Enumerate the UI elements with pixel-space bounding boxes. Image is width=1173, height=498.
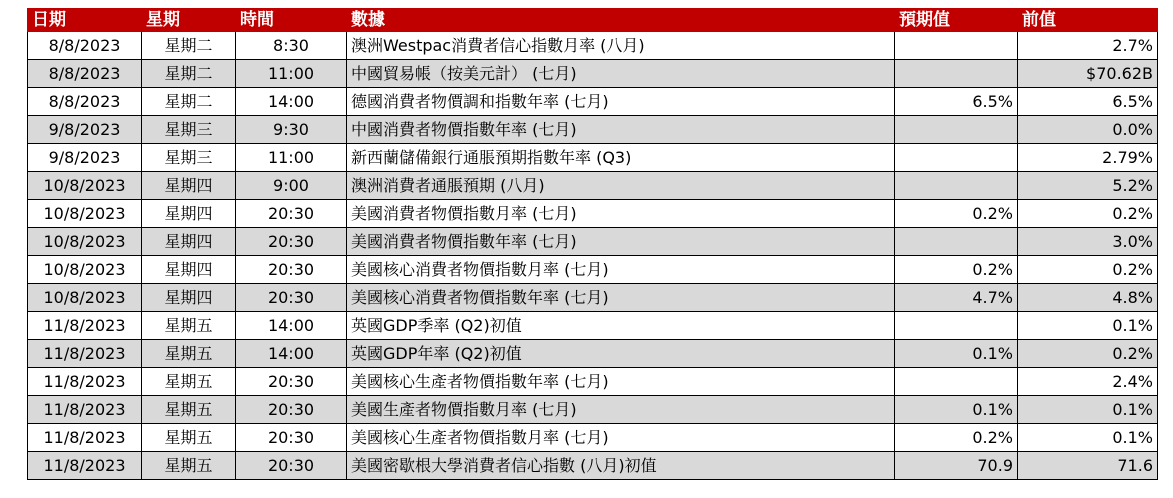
cell-time: 20:30 <box>236 452 347 480</box>
cell-date: 8/8/2023 <box>28 32 142 60</box>
table-row <box>28 452 1158 480</box>
cell-previous: 3.0% <box>1018 228 1158 256</box>
cell-forecast <box>895 312 1018 340</box>
header-previous: 前值 <box>1018 9 1158 32</box>
table-row <box>28 144 1158 172</box>
header-row <box>28 9 1158 32</box>
table-row <box>28 396 1158 424</box>
cell-time: 8:30 <box>236 32 347 60</box>
cell-weekday: 星期二 <box>142 32 236 60</box>
table-row <box>28 88 1158 116</box>
cell-time: 20:30 <box>236 396 347 424</box>
cell-date: 11/8/2023 <box>28 424 142 452</box>
cell-time: 20:30 <box>236 256 347 284</box>
cell-forecast <box>895 60 1018 88</box>
cell-previous: 0.1% <box>1018 396 1158 424</box>
table-row <box>28 284 1158 312</box>
cell-weekday: 星期五 <box>142 340 236 368</box>
table-row <box>28 424 1158 452</box>
cell-weekday: 星期四 <box>142 256 236 284</box>
table-row <box>28 32 1158 60</box>
cell-weekday: 星期二 <box>142 88 236 116</box>
cell-date: 11/8/2023 <box>28 368 142 396</box>
cell-time: 11:00 <box>236 144 347 172</box>
cell-date: 10/8/2023 <box>28 256 142 284</box>
cell-date: 11/8/2023 <box>28 396 142 424</box>
table-row <box>28 116 1158 144</box>
header-date: 日期 <box>28 9 142 32</box>
cell-previous: 6.5% <box>1018 88 1158 116</box>
cell-forecast <box>895 32 1018 60</box>
cell-previous: 4.8% <box>1018 284 1158 312</box>
cell-previous: 2.7% <box>1018 32 1158 60</box>
cell-event: 美國核心生產者物價指數年率 (七月) <box>347 368 895 396</box>
cell-weekday: 星期五 <box>142 452 236 480</box>
cell-time: 14:00 <box>236 88 347 116</box>
cell-weekday: 星期五 <box>142 424 236 452</box>
cell-previous: 0.1% <box>1018 312 1158 340</box>
table-row <box>28 368 1158 396</box>
economic-calendar <box>27 8 1158 480</box>
cell-forecast: 70.9 <box>895 452 1018 480</box>
cell-time: 20:30 <box>236 424 347 452</box>
cell-forecast <box>895 172 1018 200</box>
header-time: 時間 <box>236 9 347 32</box>
cell-time: 9:30 <box>236 116 347 144</box>
cell-weekday: 星期五 <box>142 312 236 340</box>
cell-forecast <box>895 144 1018 172</box>
cell-event: 德國消費者物價調和指數年率 (七月) <box>347 88 895 116</box>
cell-previous: 71.6 <box>1018 452 1158 480</box>
cell-previous: 0.2% <box>1018 340 1158 368</box>
cell-previous: 2.4% <box>1018 368 1158 396</box>
cell-date: 11/8/2023 <box>28 312 142 340</box>
table-row <box>28 228 1158 256</box>
cell-previous: 5.2% <box>1018 172 1158 200</box>
cell-weekday: 星期五 <box>142 396 236 424</box>
cell-date: 10/8/2023 <box>28 228 142 256</box>
cell-previous: 2.79% <box>1018 144 1158 172</box>
header-forecast: 預期值 <box>895 9 1018 32</box>
cell-event: 美國核心消費者物價指數年率 (七月) <box>347 284 895 312</box>
cell-event: 美國消費者物價指數年率 (七月) <box>347 228 895 256</box>
cell-date: 11/8/2023 <box>28 340 142 368</box>
cell-previous: 0.0% <box>1018 116 1158 144</box>
cell-forecast <box>895 228 1018 256</box>
cell-time: 20:30 <box>236 228 347 256</box>
cell-forecast <box>895 368 1018 396</box>
cell-date: 10/8/2023 <box>28 172 142 200</box>
table-row <box>28 172 1158 200</box>
cell-previous: 0.2% <box>1018 200 1158 228</box>
table-body <box>28 32 1158 480</box>
cell-weekday: 星期二 <box>142 60 236 88</box>
cell-time: 11:00 <box>236 60 347 88</box>
cell-date: 9/8/2023 <box>28 144 142 172</box>
cell-date: 8/8/2023 <box>28 60 142 88</box>
cell-event: 英國GDP季率 (Q2)初值 <box>347 312 895 340</box>
cell-event: 中國貿易帳（按美元計） (七月) <box>347 60 895 88</box>
cell-event: 美國密歇根大學消費者信心指數 (八月)初值 <box>347 452 895 480</box>
table-row <box>28 312 1158 340</box>
cell-time: 14:00 <box>236 340 347 368</box>
cell-event: 澳洲消費者通脹預期 (八月) <box>347 172 895 200</box>
cell-time: 20:30 <box>236 368 347 396</box>
cell-weekday: 星期四 <box>142 200 236 228</box>
table-row <box>28 60 1158 88</box>
table-row <box>28 200 1158 228</box>
cell-weekday: 星期三 <box>142 144 236 172</box>
table-row <box>28 256 1158 284</box>
cell-weekday: 星期五 <box>142 368 236 396</box>
cell-forecast <box>895 116 1018 144</box>
cell-time: 20:30 <box>236 200 347 228</box>
cell-event: 英國GDP年率 (Q2)初值 <box>347 340 895 368</box>
cell-time: 14:00 <box>236 312 347 340</box>
cell-forecast: 0.1% <box>895 396 1018 424</box>
cell-date: 10/8/2023 <box>28 200 142 228</box>
cell-event: 美國核心生產者物價指數月率 (七月) <box>347 424 895 452</box>
cell-weekday: 星期四 <box>142 284 236 312</box>
cell-forecast: 0.1% <box>895 340 1018 368</box>
header-weekday: 星期 <box>142 9 236 32</box>
cell-forecast: 0.2% <box>895 200 1018 228</box>
cell-previous: 0.2% <box>1018 256 1158 284</box>
cell-forecast: 0.2% <box>895 256 1018 284</box>
cell-date: 10/8/2023 <box>28 284 142 312</box>
cell-forecast: 0.2% <box>895 424 1018 452</box>
cell-time: 20:30 <box>236 284 347 312</box>
cell-event: 美國核心消費者物價指數月率 (七月) <box>347 256 895 284</box>
cell-previous: $70.62B <box>1018 60 1158 88</box>
cell-forecast: 6.5% <box>895 88 1018 116</box>
cell-event: 中國消費者物價指數年率 (七月) <box>347 116 895 144</box>
cell-weekday: 星期四 <box>142 172 236 200</box>
cell-weekday: 星期三 <box>142 116 236 144</box>
cell-date: 9/8/2023 <box>28 116 142 144</box>
cell-weekday: 星期四 <box>142 228 236 256</box>
cell-event: 美國消費者物價指數月率 (七月) <box>347 200 895 228</box>
cell-time: 9:00 <box>236 172 347 200</box>
header-event: 數據 <box>347 9 895 32</box>
cell-date: 8/8/2023 <box>28 88 142 116</box>
cell-event: 新西蘭儲備銀行通脹預期指數年率 (Q3) <box>347 144 895 172</box>
cell-date: 11/8/2023 <box>28 452 142 480</box>
cell-previous: 0.1% <box>1018 424 1158 452</box>
economic-calendar-table <box>27 8 1158 480</box>
cell-event: 澳洲Westpac消費者信心指數月率 (八月) <box>347 32 895 60</box>
table-row <box>28 340 1158 368</box>
cell-forecast: 4.7% <box>895 284 1018 312</box>
cell-event: 美國生產者物價指數月率 (七月) <box>347 396 895 424</box>
